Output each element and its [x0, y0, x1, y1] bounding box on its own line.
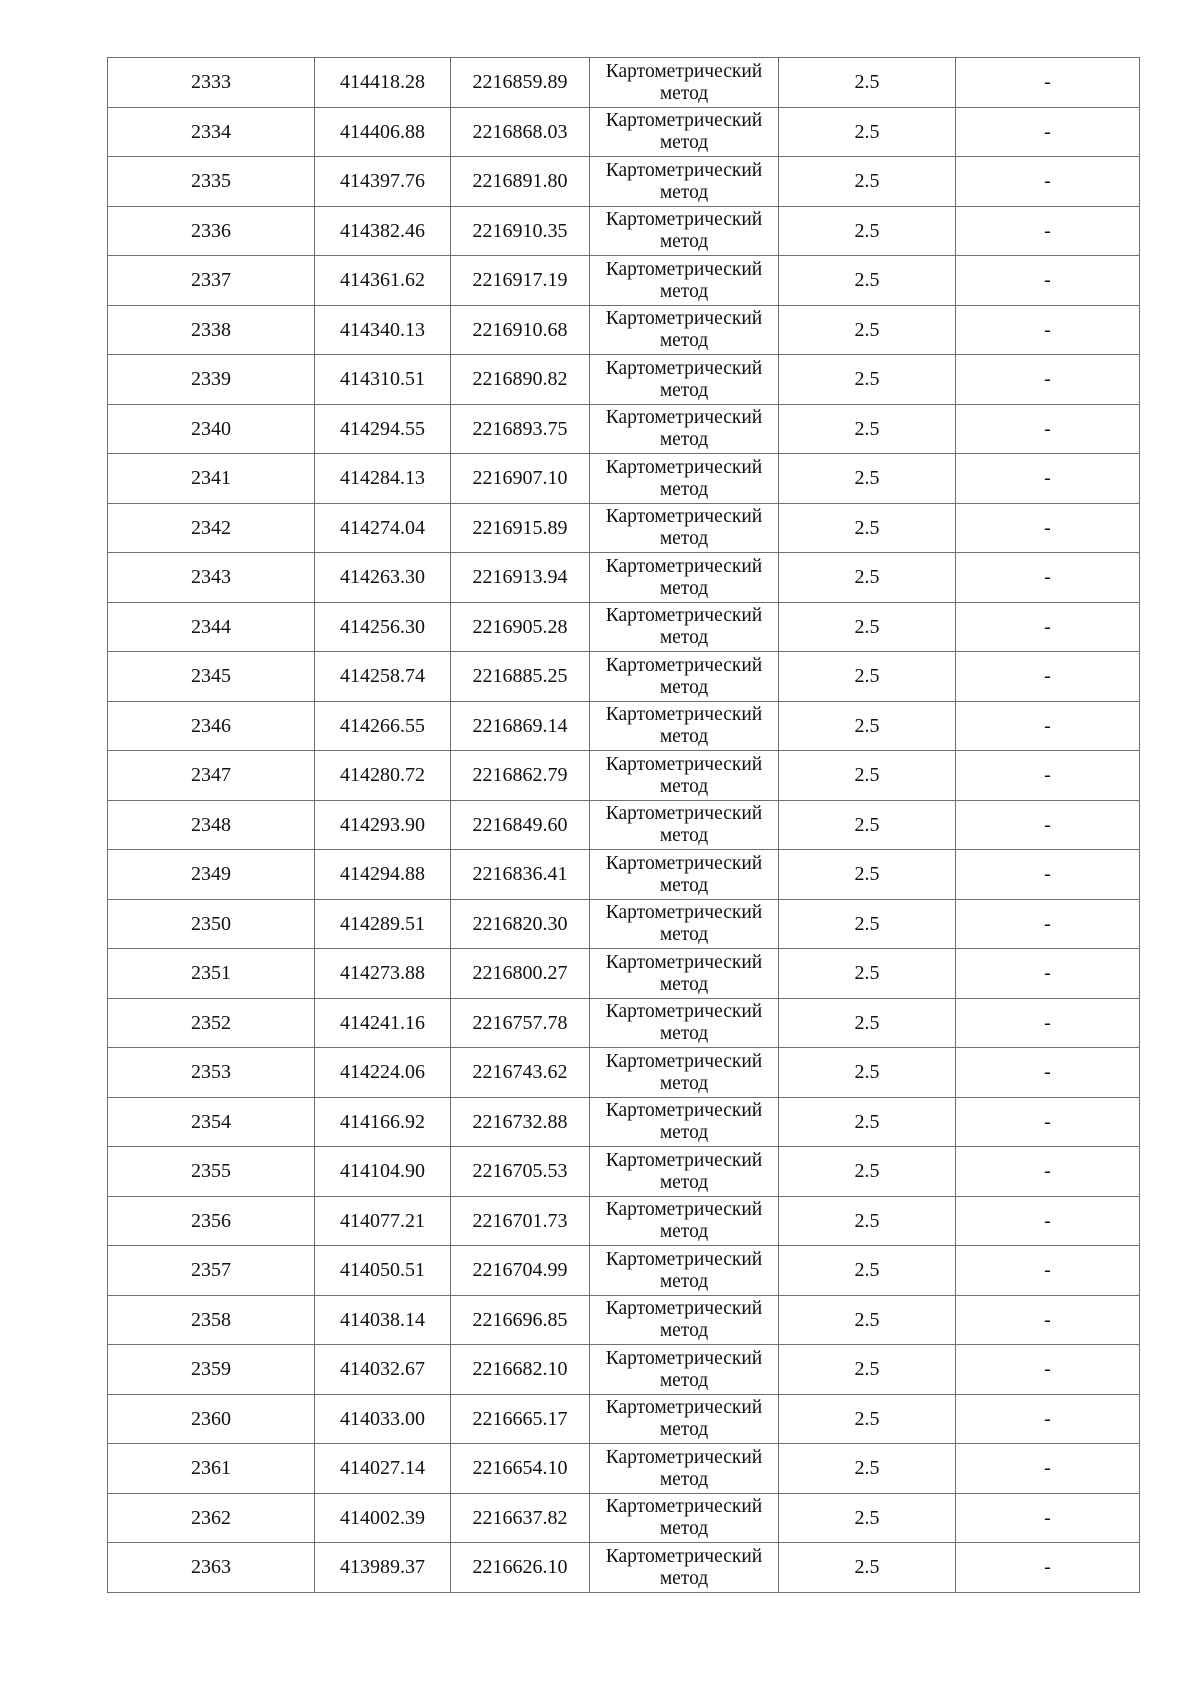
point-number-cell: 2359: [108, 1345, 315, 1395]
method-line-1: Картометрический: [605, 1199, 763, 1221]
point-number-cell: 2346: [108, 701, 315, 751]
method-line-1: Картометрический: [605, 1248, 763, 1270]
note-cell: -: [956, 305, 1140, 355]
x-coordinate-cell: 413989.37: [315, 1543, 451, 1593]
note-cell: -: [956, 256, 1140, 306]
note-cell: -: [956, 503, 1140, 553]
accuracy-cell: 2.5: [779, 899, 956, 949]
point-number-cell: 2340: [108, 404, 315, 454]
note-cell: -: [956, 1295, 1140, 1345]
point-number-cell: 2350: [108, 899, 315, 949]
x-coordinate-cell: 414382.46: [315, 206, 451, 256]
y-coordinate-cell: 2216905.28: [451, 602, 590, 652]
method-line-2: метод: [659, 1369, 709, 1391]
method-line-2: метод: [659, 1221, 709, 1243]
point-number-cell: 2336: [108, 206, 315, 256]
table-row: [108, 1543, 1140, 1593]
method-line-2: метод: [659, 775, 709, 797]
point-number-cell: 2348: [108, 800, 315, 850]
point-number-cell: 2363: [108, 1543, 315, 1593]
method-line-1: Картометрический: [605, 456, 763, 478]
method-line-1: Картометрический: [605, 159, 763, 181]
method-cell: [590, 1444, 779, 1494]
note-cell: -: [956, 800, 1140, 850]
table-row: [108, 850, 1140, 900]
method-line-1: Картометрический: [605, 308, 763, 330]
point-number-cell: 2355: [108, 1147, 315, 1197]
method-cell: [590, 652, 779, 702]
accuracy-cell: 2.5: [779, 1543, 956, 1593]
x-coordinate-cell: 414293.90: [315, 800, 451, 850]
point-number-cell: 2349: [108, 850, 315, 900]
x-coordinate-cell: 414266.55: [315, 701, 451, 751]
accuracy-cell: 2.5: [779, 800, 956, 850]
table-row: [108, 1295, 1140, 1345]
method-line-1: Картометрический: [605, 654, 763, 676]
y-coordinate-cell: 2216910.35: [451, 206, 590, 256]
note-cell: -: [956, 157, 1140, 207]
note-cell: -: [956, 701, 1140, 751]
note-cell: -: [956, 949, 1140, 999]
method-line-2: метод: [659, 82, 709, 104]
method-line-2: метод: [659, 1122, 709, 1144]
note-cell: -: [956, 850, 1140, 900]
method-line-2: метод: [659, 924, 709, 946]
accuracy-cell: 2.5: [779, 553, 956, 603]
y-coordinate-cell: 2216757.78: [451, 998, 590, 1048]
y-coordinate-cell: 2216637.82: [451, 1493, 590, 1543]
y-coordinate-cell: 2216800.27: [451, 949, 590, 999]
table-row: [108, 256, 1140, 306]
accuracy-cell: 2.5: [779, 1196, 956, 1246]
method-cell: [590, 58, 779, 108]
x-coordinate-cell: 414418.28: [315, 58, 451, 108]
x-coordinate-cell: 414274.04: [315, 503, 451, 553]
accuracy-cell: 2.5: [779, 1444, 956, 1494]
method-line-2: метод: [659, 1072, 709, 1094]
method-line-2: метод: [659, 1270, 709, 1292]
accuracy-cell: 2.5: [779, 454, 956, 504]
coordinates-table: [107, 57, 1140, 1593]
x-coordinate-cell: 414263.30: [315, 553, 451, 603]
accuracy-cell: 2.5: [779, 503, 956, 553]
x-coordinate-cell: 414397.76: [315, 157, 451, 207]
method-line-2: метод: [659, 1419, 709, 1441]
table-row: [108, 1196, 1140, 1246]
point-number-cell: 2344: [108, 602, 315, 652]
accuracy-cell: 2.5: [779, 751, 956, 801]
method-line-1: Картометрический: [605, 60, 763, 82]
method-cell: [590, 107, 779, 157]
accuracy-cell: 2.5: [779, 602, 956, 652]
note-cell: -: [956, 355, 1140, 405]
y-coordinate-cell: 2216626.10: [451, 1543, 590, 1593]
x-coordinate-cell: 414294.55: [315, 404, 451, 454]
table-row: [108, 1444, 1140, 1494]
accuracy-cell: 2.5: [779, 256, 956, 306]
method-line-2: метод: [659, 528, 709, 550]
note-cell: -: [956, 1196, 1140, 1246]
point-number-cell: 2339: [108, 355, 315, 405]
accuracy-cell: 2.5: [779, 1147, 956, 1197]
x-coordinate-cell: 414224.06: [315, 1048, 451, 1098]
method-line-1: Картометрический: [605, 1397, 763, 1419]
method-line-2: метод: [659, 132, 709, 154]
point-number-cell: 2343: [108, 553, 315, 603]
point-number-cell: 2342: [108, 503, 315, 553]
accuracy-cell: 2.5: [779, 404, 956, 454]
table-row: [108, 454, 1140, 504]
y-coordinate-cell: 2216836.41: [451, 850, 590, 900]
note-cell: -: [956, 1048, 1140, 1098]
method-line-2: метод: [659, 429, 709, 451]
method-line-2: метод: [659, 676, 709, 698]
x-coordinate-cell: 414340.13: [315, 305, 451, 355]
table-row: [108, 1097, 1140, 1147]
point-number-cell: 2362: [108, 1493, 315, 1543]
method-line-1: Картометрический: [605, 753, 763, 775]
x-coordinate-cell: 414280.72: [315, 751, 451, 801]
y-coordinate-cell: 2216682.10: [451, 1345, 590, 1395]
y-coordinate-cell: 2216704.99: [451, 1246, 590, 1296]
method-cell: [590, 157, 779, 207]
y-coordinate-cell: 2216665.17: [451, 1394, 590, 1444]
accuracy-cell: 2.5: [779, 1246, 956, 1296]
accuracy-cell: 2.5: [779, 1097, 956, 1147]
accuracy-cell: 2.5: [779, 1493, 956, 1543]
x-coordinate-cell: 414027.14: [315, 1444, 451, 1494]
method-cell: [590, 305, 779, 355]
method-cell: [590, 355, 779, 405]
method-line-2: метод: [659, 1023, 709, 1045]
note-cell: -: [956, 1147, 1140, 1197]
note-cell: -: [956, 1246, 1140, 1296]
method-line-1: Картометрический: [605, 258, 763, 280]
table-row: [108, 305, 1140, 355]
table-row: [108, 800, 1140, 850]
x-coordinate-cell: 414273.88: [315, 949, 451, 999]
accuracy-cell: 2.5: [779, 355, 956, 405]
accuracy-cell: 2.5: [779, 701, 956, 751]
method-cell: [590, 850, 779, 900]
accuracy-cell: 2.5: [779, 1345, 956, 1395]
y-coordinate-cell: 2216893.75: [451, 404, 590, 454]
x-coordinate-cell: 414002.39: [315, 1493, 451, 1543]
x-coordinate-cell: 414289.51: [315, 899, 451, 949]
y-coordinate-cell: 2216849.60: [451, 800, 590, 850]
note-cell: -: [956, 652, 1140, 702]
method-cell: [590, 1097, 779, 1147]
method-cell: [590, 553, 779, 603]
point-number-cell: 2345: [108, 652, 315, 702]
method-line-1: Картометрический: [605, 852, 763, 874]
method-cell: [590, 1295, 779, 1345]
note-cell: -: [956, 751, 1140, 801]
y-coordinate-cell: 2216907.10: [451, 454, 590, 504]
table-row: [108, 1493, 1140, 1543]
method-line-2: метод: [659, 330, 709, 352]
method-cell: [590, 206, 779, 256]
note-cell: -: [956, 998, 1140, 1048]
method-line-1: Картометрический: [605, 803, 763, 825]
method-line-2: метод: [659, 1468, 709, 1490]
table-row: [108, 1345, 1140, 1395]
table-row: [108, 899, 1140, 949]
point-number-cell: 2353: [108, 1048, 315, 1098]
point-number-cell: 2354: [108, 1097, 315, 1147]
y-coordinate-cell: 2216820.30: [451, 899, 590, 949]
table-row: [108, 751, 1140, 801]
note-cell: -: [956, 206, 1140, 256]
x-coordinate-cell: 414077.21: [315, 1196, 451, 1246]
method-line-2: метод: [659, 181, 709, 203]
method-line-1: Картометрический: [605, 1347, 763, 1369]
table-row: [108, 998, 1140, 1048]
method-line-2: метод: [659, 577, 709, 599]
note-cell: -: [956, 107, 1140, 157]
y-coordinate-cell: 2216859.89: [451, 58, 590, 108]
x-coordinate-cell: 414166.92: [315, 1097, 451, 1147]
note-cell: -: [956, 899, 1140, 949]
y-coordinate-cell: 2216732.88: [451, 1097, 590, 1147]
x-coordinate-cell: 414294.88: [315, 850, 451, 900]
point-number-cell: 2351: [108, 949, 315, 999]
method-cell: [590, 454, 779, 504]
point-number-cell: 2358: [108, 1295, 315, 1345]
accuracy-cell: 2.5: [779, 1394, 956, 1444]
table-row: [108, 652, 1140, 702]
point-number-cell: 2360: [108, 1394, 315, 1444]
y-coordinate-cell: 2216917.19: [451, 256, 590, 306]
x-coordinate-cell: 414361.62: [315, 256, 451, 306]
x-coordinate-cell: 414241.16: [315, 998, 451, 1048]
note-cell: -: [956, 602, 1140, 652]
y-coordinate-cell: 2216743.62: [451, 1048, 590, 1098]
method-line-2: метод: [659, 1320, 709, 1342]
method-line-1: Картометрический: [605, 110, 763, 132]
y-coordinate-cell: 2216868.03: [451, 107, 590, 157]
method-cell: [590, 899, 779, 949]
method-line-1: Картометрический: [605, 1446, 763, 1468]
method-line-2: метод: [659, 231, 709, 253]
y-coordinate-cell: 2216913.94: [451, 553, 590, 603]
point-number-cell: 2335: [108, 157, 315, 207]
point-number-cell: 2341: [108, 454, 315, 504]
point-number-cell: 2338: [108, 305, 315, 355]
point-number-cell: 2337: [108, 256, 315, 306]
method-cell: [590, 800, 779, 850]
note-cell: -: [956, 1543, 1140, 1593]
method-line-1: Картометрический: [605, 902, 763, 924]
point-number-cell: 2334: [108, 107, 315, 157]
method-line-1: Картометрический: [605, 555, 763, 577]
method-line-1: Картометрический: [605, 704, 763, 726]
x-coordinate-cell: 414033.00: [315, 1394, 451, 1444]
table-row: [108, 701, 1140, 751]
method-line-2: метод: [659, 627, 709, 649]
note-cell: -: [956, 1394, 1140, 1444]
x-coordinate-cell: 414258.74: [315, 652, 451, 702]
accuracy-cell: 2.5: [779, 652, 956, 702]
method-cell: [590, 1543, 779, 1593]
table-row: [108, 602, 1140, 652]
accuracy-cell: 2.5: [779, 157, 956, 207]
method-line-1: Картометрический: [605, 1496, 763, 1518]
x-coordinate-cell: 414032.67: [315, 1345, 451, 1395]
x-coordinate-cell: 414256.30: [315, 602, 451, 652]
note-cell: -: [956, 1444, 1140, 1494]
table-row: [108, 404, 1140, 454]
x-coordinate-cell: 414038.14: [315, 1295, 451, 1345]
y-coordinate-cell: 2216701.73: [451, 1196, 590, 1246]
table-row: [108, 1394, 1140, 1444]
method-line-1: Картометрический: [605, 407, 763, 429]
accuracy-cell: 2.5: [779, 850, 956, 900]
y-coordinate-cell: 2216915.89: [451, 503, 590, 553]
method-cell: [590, 1345, 779, 1395]
method-line-1: Картометрический: [605, 209, 763, 231]
note-cell: -: [956, 1493, 1140, 1543]
method-line-2: метод: [659, 1171, 709, 1193]
table-row: [108, 1246, 1140, 1296]
method-cell: [590, 701, 779, 751]
x-coordinate-cell: 414050.51: [315, 1246, 451, 1296]
method-line-2: метод: [659, 726, 709, 748]
method-cell: [590, 1493, 779, 1543]
method-line-2: метод: [659, 478, 709, 500]
y-coordinate-cell: 2216696.85: [451, 1295, 590, 1345]
accuracy-cell: 2.5: [779, 107, 956, 157]
accuracy-cell: 2.5: [779, 1048, 956, 1098]
x-coordinate-cell: 414104.90: [315, 1147, 451, 1197]
x-coordinate-cell: 414284.13: [315, 454, 451, 504]
x-coordinate-cell: 414406.88: [315, 107, 451, 157]
accuracy-cell: 2.5: [779, 206, 956, 256]
note-cell: -: [956, 553, 1140, 603]
point-number-cell: 2352: [108, 998, 315, 1048]
point-number-cell: 2356: [108, 1196, 315, 1246]
method-cell: [590, 949, 779, 999]
method-line-2: метод: [659, 973, 709, 995]
method-cell: [590, 602, 779, 652]
table-row: [108, 58, 1140, 108]
method-line-1: Картометрический: [605, 951, 763, 973]
y-coordinate-cell: 2216862.79: [451, 751, 590, 801]
method-line-2: метод: [659, 874, 709, 896]
method-cell: [590, 1048, 779, 1098]
table-row: [108, 157, 1140, 207]
y-coordinate-cell: 2216910.68: [451, 305, 590, 355]
method-cell: [590, 404, 779, 454]
method-line-1: Картометрический: [605, 506, 763, 528]
table-row: [108, 949, 1140, 999]
accuracy-cell: 2.5: [779, 1295, 956, 1345]
accuracy-cell: 2.5: [779, 949, 956, 999]
point-number-cell: 2347: [108, 751, 315, 801]
y-coordinate-cell: 2216891.80: [451, 157, 590, 207]
method-line-2: метод: [659, 825, 709, 847]
method-line-1: Картометрический: [605, 1545, 763, 1567]
method-cell: [590, 256, 779, 306]
method-line-1: Картометрический: [605, 605, 763, 627]
method-line-1: Картометрический: [605, 1001, 763, 1023]
accuracy-cell: 2.5: [779, 998, 956, 1048]
method-cell: [590, 751, 779, 801]
method-cell: [590, 998, 779, 1048]
table-row: [108, 355, 1140, 405]
table-row: [108, 206, 1140, 256]
table-row: [108, 1048, 1140, 1098]
method-cell: [590, 1246, 779, 1296]
method-cell: [590, 1196, 779, 1246]
point-number-cell: 2333: [108, 58, 315, 108]
y-coordinate-cell: 2216705.53: [451, 1147, 590, 1197]
coordinates-table-body: [108, 58, 1140, 1593]
method-line-1: Картометрический: [605, 1100, 763, 1122]
x-coordinate-cell: 414310.51: [315, 355, 451, 405]
point-number-cell: 2357: [108, 1246, 315, 1296]
note-cell: -: [956, 1097, 1140, 1147]
note-cell: -: [956, 404, 1140, 454]
method-line-1: Картометрический: [605, 1298, 763, 1320]
table-row: [108, 1147, 1140, 1197]
y-coordinate-cell: 2216885.25: [451, 652, 590, 702]
method-cell: [590, 503, 779, 553]
y-coordinate-cell: 2216890.82: [451, 355, 590, 405]
method-cell: [590, 1147, 779, 1197]
note-cell: -: [956, 1345, 1140, 1395]
method-line-2: метод: [659, 1567, 709, 1589]
y-coordinate-cell: 2216654.10: [451, 1444, 590, 1494]
method-cell: [590, 1394, 779, 1444]
accuracy-cell: 2.5: [779, 305, 956, 355]
table-row: [108, 107, 1140, 157]
point-number-cell: 2361: [108, 1444, 315, 1494]
table-row: [108, 503, 1140, 553]
method-line-1: Картометрический: [605, 1149, 763, 1171]
note-cell: -: [956, 454, 1140, 504]
note-cell: -: [956, 58, 1140, 108]
y-coordinate-cell: 2216869.14: [451, 701, 590, 751]
method-line-1: Картометрический: [605, 1050, 763, 1072]
method-line-1: Картометрический: [605, 357, 763, 379]
method-line-2: метод: [659, 1518, 709, 1540]
accuracy-cell: 2.5: [779, 58, 956, 108]
method-line-2: метод: [659, 280, 709, 302]
table-row: [108, 553, 1140, 603]
method-line-2: метод: [659, 379, 709, 401]
